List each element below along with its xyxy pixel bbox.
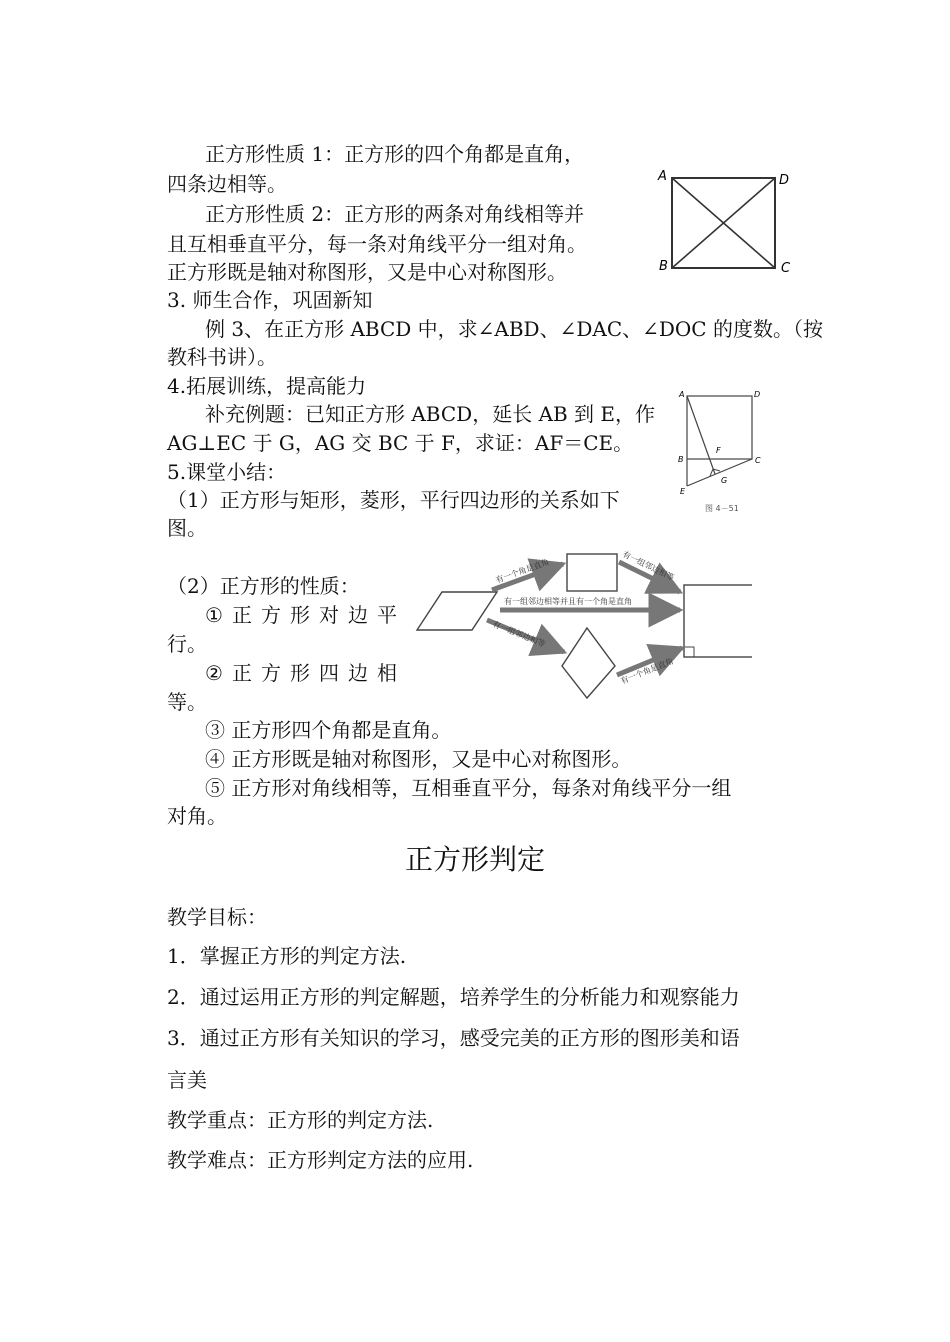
label-both-conditions: 有一组邻边相等并且有一个角是直角	[504, 597, 632, 606]
prop1-line2: 行。	[167, 632, 207, 656]
segment-ec	[687, 459, 752, 486]
parallelogram-shape	[417, 592, 497, 630]
supplement-line2: AG⊥EC 于 G，AG 交 BC 于 F，求证：AF＝CE。	[167, 431, 634, 455]
goal-2: 2．通过运用正方形的判定解题，培养学生的分析能力和观察能力	[167, 985, 740, 1009]
prop2-line1: ② 正 方 形 四 边 相	[205, 661, 397, 685]
supplement-line1: 补充例题：已知正方形 ABCD，延长 AB 到 E，作	[205, 402, 656, 426]
prop4: ④ 正方形既是轴对称图形，又是中心对称图形。	[205, 747, 632, 771]
prop5-line1: ⑤ 正方形对角线相等，互相垂直平分，每条对角线平分一组	[205, 776, 732, 800]
example3-line2: 教科书讲）。	[167, 345, 277, 369]
square-diagonals-figure	[650, 160, 800, 280]
rectangle-shape	[567, 554, 617, 591]
summary1-line2: 图。	[167, 516, 207, 540]
label-a: A	[658, 169, 667, 184]
label-b: B	[659, 259, 668, 274]
section5-heading: 5.课堂小结：	[167, 460, 287, 484]
label-c: C	[781, 261, 791, 276]
prop2-line2: 等。	[167, 690, 207, 714]
prop1-line1: ① 正 方 形 对 边 平	[205, 603, 397, 627]
summary1-line1: （1）正方形与矩形，菱形，平行四边形的关系如下	[167, 488, 620, 512]
property1-line2: 四条边相等。	[167, 172, 287, 196]
prop3: ③ 正方形四个角都是直角。	[205, 718, 452, 742]
goal-3-line2: 言美	[167, 1068, 207, 1092]
label-right-angle-2: 有一个角是直角	[619, 656, 675, 686]
quadrilateral-relationship-diagram	[412, 540, 752, 710]
goal-3-line1: 3．通过正方形有关知识的学习，感受完美的正方形的图形美和语	[167, 1026, 740, 1050]
label-c: C	[755, 456, 761, 465]
figure-caption: 图 4－51	[705, 504, 739, 513]
property2-line3: 正方形既是轴对称图形，又是中心对称图形。	[167, 260, 567, 284]
square-right-angle-mark	[684, 647, 694, 657]
property2-line2: 且互相垂直平分，每一条对角线平分一组对角。	[167, 232, 587, 256]
rhombus-shape	[562, 628, 615, 698]
label-d: D	[754, 390, 761, 399]
label-right-angle: 有一个角是直角	[494, 557, 551, 585]
teaching-focus: 教学重点：正方形的判定方法.	[167, 1108, 434, 1132]
example3-line1: 例 3、在正方形 ABCD 中，求∠ABD、∠DAC、∠DOC 的度数。（按	[205, 317, 823, 341]
section4-heading: 4.拓展训练，提高能力	[167, 374, 367, 398]
label-adjacent-equal-2: 有一组邻边相等	[491, 619, 547, 649]
label-g: G	[721, 476, 728, 485]
section-title: 正方形判定	[404, 843, 545, 876]
label-b: B	[678, 455, 684, 464]
label-adjacent-equal-1: 有一组邻边相等	[621, 549, 676, 583]
label-e: E	[680, 487, 686, 496]
goal-1: 1．掌握正方形的判定方法.	[167, 944, 407, 968]
segment-ag	[687, 396, 715, 474]
label-a: A	[679, 390, 685, 399]
label-f: F	[716, 446, 721, 455]
summary2-heading: （2）正方形的性质：	[167, 574, 360, 598]
teaching-difficulty: 教学难点：正方形判定方法的应用.	[167, 1148, 474, 1172]
square-shape	[684, 585, 752, 657]
section3-heading: 3. 师生合作，巩固新知	[167, 288, 373, 312]
property2-line1: 正方形性质 2：正方形的两条对角线相等并	[205, 202, 585, 226]
property1-line1: 正方形性质 1：正方形的四个角都是直角，	[205, 142, 585, 166]
goals-heading: 教学目标：	[167, 905, 267, 929]
prop5-line2: 对角。	[167, 804, 227, 828]
label-d: D	[779, 173, 790, 188]
extension-figure	[670, 383, 780, 528]
